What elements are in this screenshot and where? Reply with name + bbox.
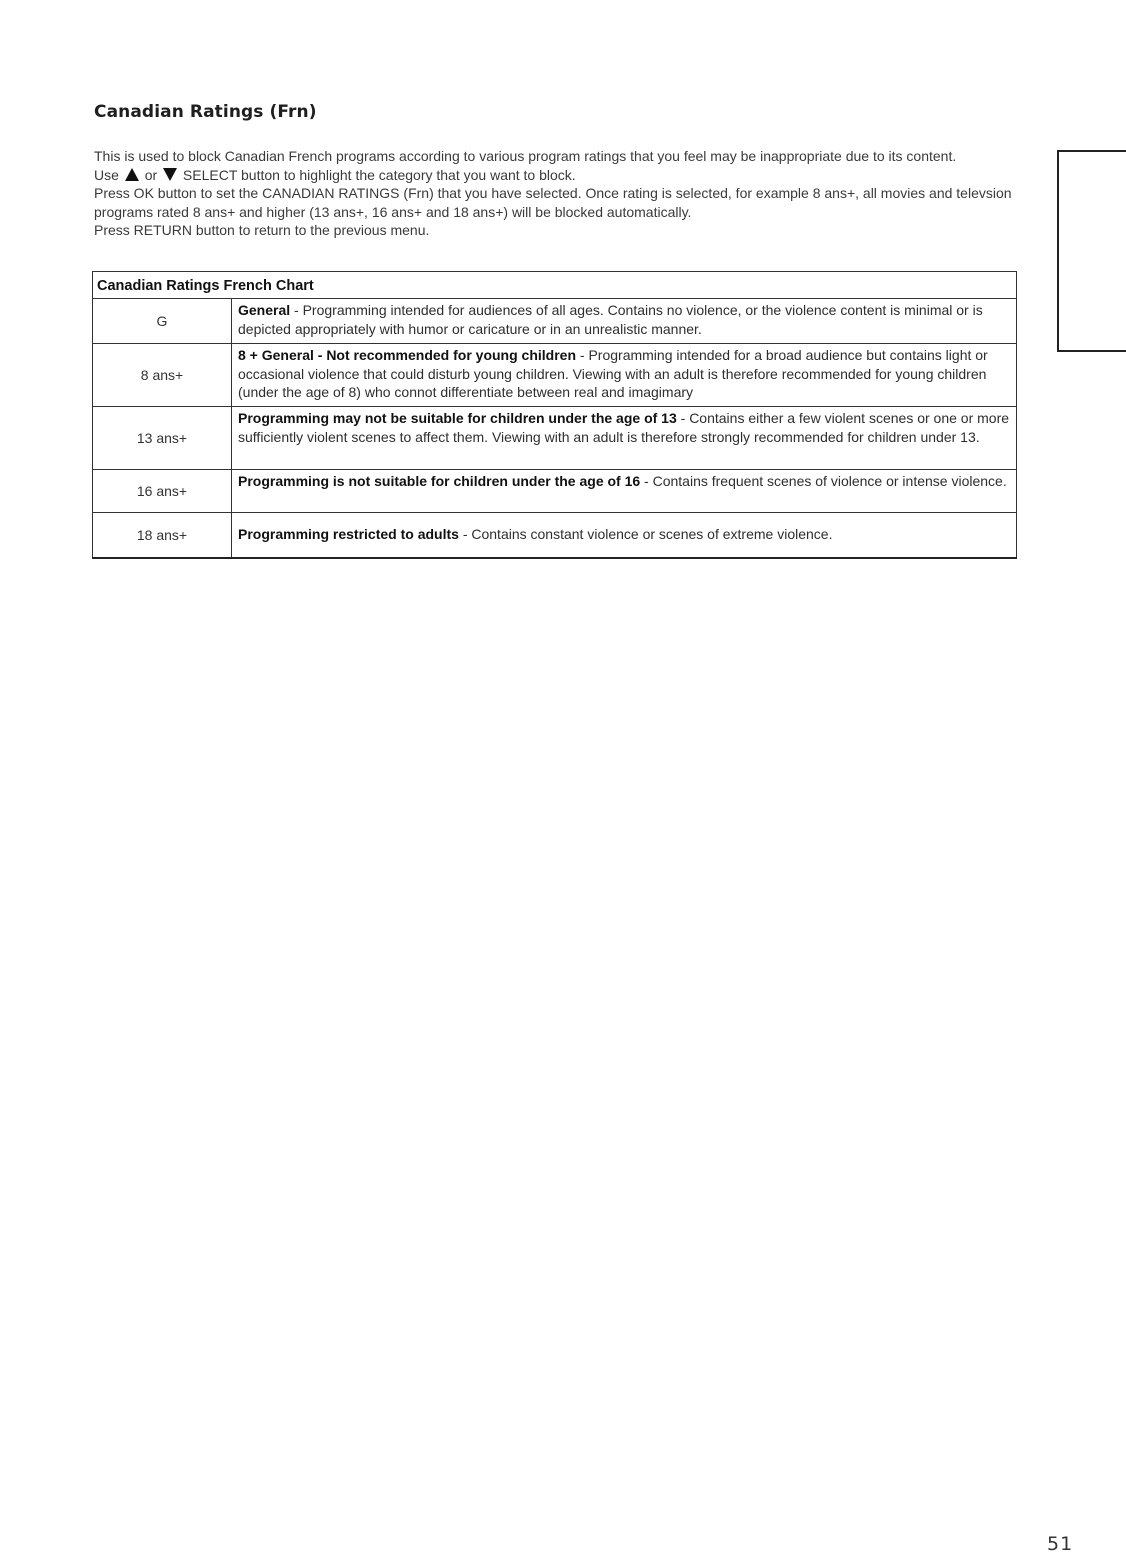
description-text: - Programming intended for a broad audience but contains light or occasional violence that could disturb young children. Viewing with an adult is therefore recommended for young children (under the age of 8) who connot differentiate between real and imagimary	[238, 347, 988, 400]
page-heading: Canadian Ratings (Frn)	[94, 102, 317, 122]
intro-paragraph-2	[94, 166, 1022, 185]
description-text: - Contains constant violence or scenes of extreme violence.	[458, 526, 833, 542]
page-number: 51	[1047, 1533, 1074, 1555]
description-cell	[232, 344, 1017, 407]
up-triangle-icon	[125, 168, 139, 181]
rating-cell: 18 ans+	[93, 513, 232, 558]
side-tab-marker	[1057, 150, 1126, 352]
description-text: - Contains either a few violent scenes or one or more sufficiently violent scenes to affect them. Viewing with an adult is therefore strongly recommended for children under 13.	[238, 410, 1010, 445]
ratings-chart-table	[92, 271, 1017, 559]
description-text: - Contains frequent scenes of violence or intense violence.	[640, 473, 1007, 489]
intro-or-label: or	[144, 166, 158, 183]
description-cell	[232, 513, 1017, 558]
chart-title: Canadian Ratings French Chart	[93, 272, 1017, 299]
down-triangle-icon	[163, 168, 177, 181]
description-bold: Programming is not suitable for children under the age of 16	[238, 473, 641, 489]
description-cell	[232, 470, 1017, 513]
description-bold: 8 + General - Not recommended for young children	[238, 347, 577, 363]
description-bold: General	[238, 302, 291, 318]
description-bold: Programming restricted to adults	[238, 526, 459, 542]
intro-use-label: Use	[94, 166, 119, 183]
intro-select-instruction: SELECT button to highlight the category that you want to block.	[182, 166, 576, 183]
intro-text	[94, 147, 1022, 240]
intro-paragraph-1: This is used to block Canadian French programs according to various program ratings that you feel may be inappropriate due to its content.	[94, 148, 957, 164]
table-row	[93, 299, 1017, 344]
table-row	[93, 470, 1017, 513]
table-row	[93, 407, 1017, 470]
intro-paragraph-4: Press RETURN button to return to the previous menu.	[94, 222, 430, 238]
table-row	[93, 513, 1017, 558]
rating-cell: 8 ans+	[93, 344, 232, 407]
rating-cell: 16 ans+	[93, 470, 232, 513]
chart-header-row	[93, 272, 1017, 299]
intro-paragraph-3: Press OK button to set the CANADIAN RATINGS (Frn) that you have selected. Once rating is selected, for example 8 ans+, all movies and televsion programs rated 8 ans+ and higher (13 ans+, 16 ans+ and 18 ans+) will be blocked automatically.	[94, 185, 1012, 220]
description-text: - Programming intended for audiences of all ages. Contains no violence, or the violence content is minimal or is depicted appropriately with humor or caricature or in an unrealistic manner.	[238, 302, 983, 337]
rating-cell: 13 ans+	[93, 407, 232, 470]
description-cell	[232, 407, 1017, 470]
description-bold: Programming may not be suitable for children under the age of 13	[238, 410, 677, 426]
table-row	[93, 344, 1017, 407]
rating-cell: G	[93, 299, 232, 344]
description-cell	[232, 299, 1017, 344]
